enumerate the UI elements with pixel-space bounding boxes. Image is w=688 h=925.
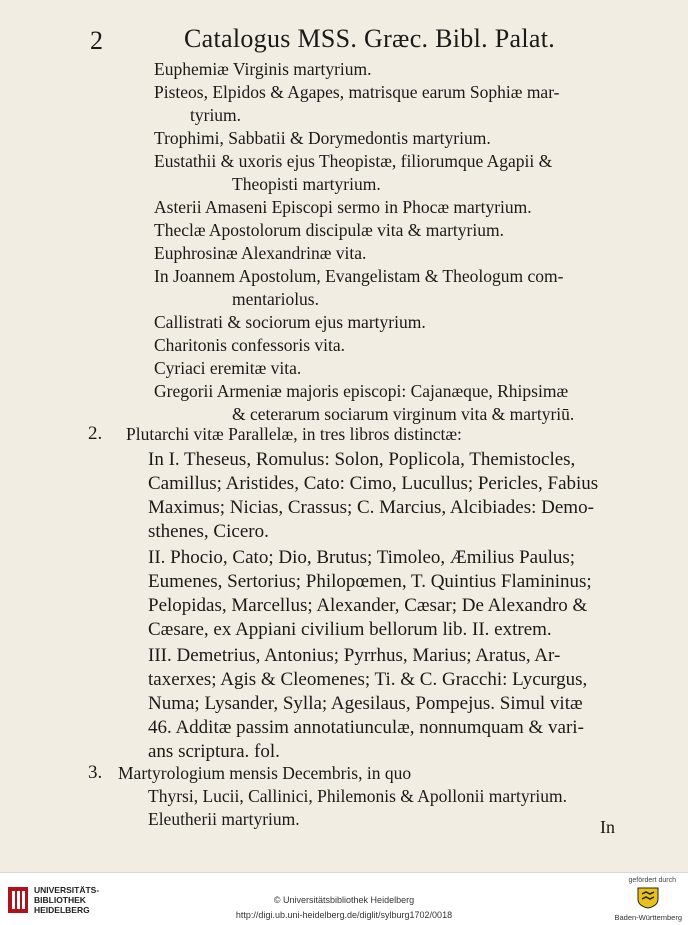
text-line: Asterii Amaseni Episcopi sermo in Phocæ martyrium. [154, 197, 532, 217]
sponsor-name: Baden-Württemberg [614, 913, 682, 922]
permalink[interactable]: http://digi.ub.uni-heidelberg.de/diglit/sylburg1702/0018 [235, 910, 453, 920]
text-line: Numa; Lysander, Sylla; Agesilaus, Pompejus. Simul vitæ [148, 693, 583, 714]
text-line: In Joannem Apostolum, Evangelistam & Theologum com- [154, 266, 564, 286]
text-line: Theclæ Apostolorum discipulæ vita & martyrium. [154, 220, 504, 240]
text-line: Thyrsi, Lucii, Callinici, Philemonis & Apollonii martyrium. [148, 786, 568, 806]
text-line: Eumenes, Sertorius; Philopœmen, T. Quintius Flamininus; [148, 571, 592, 592]
text-line: mentariolus. [232, 289, 319, 309]
text-line: Charitonis confessoris vita. [154, 335, 346, 355]
entry-number: 2. [88, 423, 103, 444]
library-name: UNIVERSITÄTS- BIBLIOTHEK HEIDELBERG [34, 885, 100, 915]
text-line: Camillus; Aristides, Cato: Cimo, Lucullus; Pericles, Fabius [148, 473, 599, 494]
text-line: Trophimi, Sabbatii & Dorymedontis martyrium. [154, 128, 491, 148]
text-line: tyrium. [190, 105, 242, 125]
copyright-notice: © Universitätsbibliothek Heidelberg [273, 895, 415, 905]
text-line: Cyriaci eremitæ vita. [154, 358, 302, 378]
text-line: III. Demetrius, Antonius; Pyrrhus, Marius; Aratus, Ar- [148, 645, 561, 666]
viewer-footer [0, 872, 688, 925]
text-line: Maximus; Nicias, Crassus; C. Marcius, Alcibiades: Demo- [148, 497, 594, 518]
text-line: ans scriptura. fol. [148, 741, 280, 762]
text-line: & ceterarum sociarum virginum vita & martyriū. [232, 404, 575, 424]
text-line: Callistrati & sociorum ejus martyrium. [154, 312, 426, 332]
text-line: Cæsare, ex Appiani civilium bellorum lib. II. extrem. [148, 619, 552, 640]
text-line: Euphemiæ Virginis martyrium. [154, 59, 372, 79]
text-line: Theopisti martyrium. [232, 174, 381, 194]
entry-number: 3. [88, 762, 103, 783]
text-line: In I. Theseus, Romulus: Solon, Poplicola, Themistocles, [148, 449, 576, 470]
text-line: Eustathii & uxoris ejus Theopistæ, filiorumque Agapii & [154, 151, 553, 171]
text-line: 46. Additæ passim annotatiunculæ, nonnumquam & vari- [148, 717, 584, 738]
running-title: Catalogus MSS. Græc. Bibl. Palat. [184, 24, 556, 53]
sponsor-label: gefördert durch [628, 877, 676, 884]
text-line: taxerxes; Agis & Cleomenes; Ti. & C. Gracchi: Lycurgus, [148, 669, 588, 690]
text-line: Pelopidas, Marcellus; Alexander, Cæsar; De Alexandro & [148, 595, 588, 616]
text-line: II. Phocio, Cato; Dio, Brutus; Timoleo, Æmilius Paulus; [148, 547, 576, 568]
text-line: Euphrosinæ Alexandrinæ vita. [154, 243, 367, 263]
page-number: 2 [90, 26, 103, 55]
text-line: sthenes, Cicero. [148, 521, 269, 542]
state-coat-of-arms-icon [636, 887, 660, 909]
text-line: Gregorii Armeniæ majoris episcopi: Cajanæque, Rhipsimæ [154, 381, 569, 401]
text-line: Pisteos, Elpidos & Agapes, matrisque earum Sophiæ mar- [154, 82, 560, 102]
entry-heading: Plutarchi vitæ Parallelæ, in tres libros distinctæ: [126, 424, 462, 444]
catchword: In [600, 817, 615, 837]
entry-heading: Martyrologium mensis Decembris, in quo [118, 763, 412, 783]
text-line: Eleutherii martyrium. [148, 809, 300, 829]
